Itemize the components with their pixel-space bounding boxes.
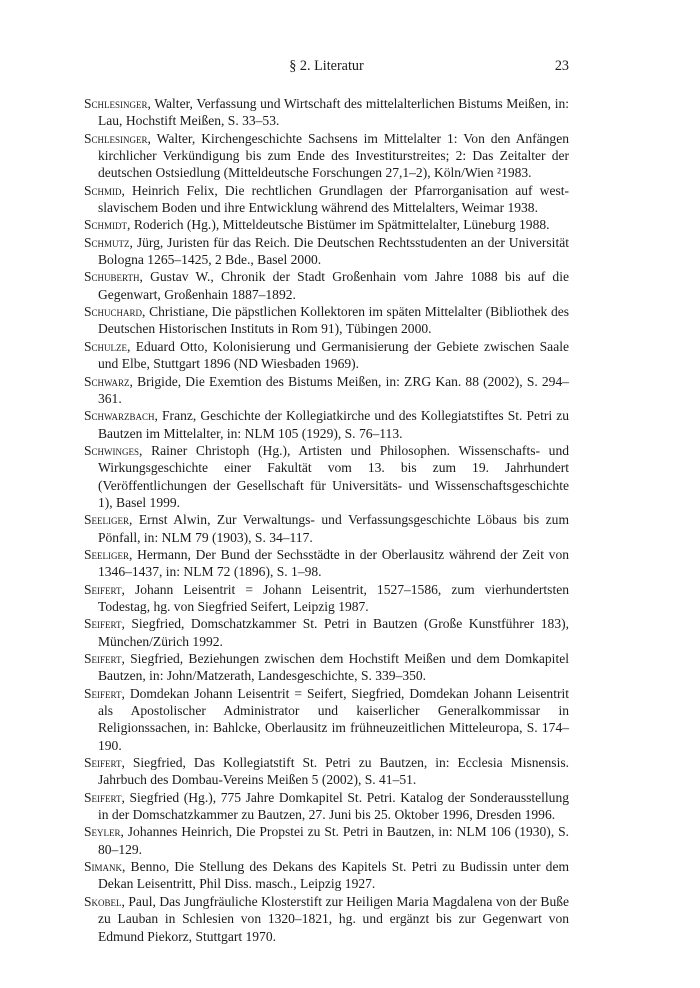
bibliography-entry — [84, 685, 569, 754]
entry-author: Schwarz — [84, 373, 130, 389]
entry-text: , Siegfried (Hg.), 775 Jahre Domkapitel St. Petri. Katalog der Sonderausstellung in der Domschatzkammer zu Bautzen, 27. Juni bis 25. Oktober 1996, Dresden 1996. — [98, 789, 569, 823]
entry-author: Seifert — [84, 651, 122, 666]
entry-author: Schulze — [84, 338, 128, 354]
bibliography-entry — [84, 789, 569, 824]
entry-text: , Eduard Otto, Kolonisierung und Germanisierung der Gebiete zwischen Saale und Elbe, Stuttgart 1896 (ND Wiesbaden 1969). — [98, 338, 569, 372]
entry-author: Schuberth — [84, 269, 140, 285]
entry-text: , Siegfried, Das Kollegiatstift St. Petri zu Bautzen, in: Ecclesia Misnensis. Jahrbuch des Dombau-Vereins Meißen 5 (2002), S. 41–51. — [98, 755, 569, 788]
bibliography-entry — [84, 650, 569, 685]
entry-author: Schmid — [84, 182, 122, 198]
entry-text: , Johannes Heinrich, Die Propstei zu St. Petri in Bautzen, in: NLM 106 (1930), S. 80–129. — [98, 824, 569, 857]
entry-text: , Ernst Alwin, Zur Verwaltungs- und Verfassungsgeschichte Löbaus bis zum Pönfall, in: NLM 79 (1903), S. 34–117. — [98, 512, 569, 545]
bibliography-entry — [84, 268, 569, 303]
bibliography-entry — [84, 858, 569, 893]
entry-author: Schuchard — [84, 304, 143, 320]
bibliography-list — [84, 95, 569, 945]
bibliography-entry — [84, 754, 569, 789]
entry-text: , Siegfried, Beziehungen zwischen dem Hochstift Meißen und dem Domkapitel Bautzen, in: John/Matzerath, Landesgeschichte, S. 339–350. — [98, 651, 569, 684]
entry-text: , Gustav W., Chronik der Stadt Großenhain vom Jahre 1088 bis auf die Gegenwart, Großenhain 1887–1892. — [98, 269, 569, 302]
entry-author: Skobel — [84, 893, 122, 909]
section-title: § 2. Literatur — [289, 58, 364, 74]
bibliography-entry — [84, 442, 569, 511]
entry-author: Seifert — [84, 616, 122, 632]
entry-author: Seifert — [84, 789, 122, 805]
bibliography-entry — [84, 130, 569, 182]
bibliography-entry — [84, 234, 569, 269]
entry-author: Seeliger — [84, 546, 130, 562]
entry-author: Schwinges — [84, 442, 140, 458]
entry-author: Seifert — [84, 755, 122, 771]
entry-author: Seeliger — [84, 512, 130, 528]
entry-text: , Jürg, Juristen für das Reich. Die Deutschen Rechtsstudenten an der Universität Bologna 1265–1425, 2 Bde., Basel 2000. — [98, 234, 569, 268]
entry-text: , Siegfried, Domschatzkammer St. Petri in Bautzen (Große Kunstführer 183), München/Zürich 1992. — [98, 616, 569, 649]
entry-author: Simank — [84, 859, 123, 875]
bibliography-entry — [84, 407, 569, 442]
bibliography-entry — [84, 182, 569, 217]
entry-text: , Brigide, Die Exemtion des Bistums Meißen, in: ZRG Kan. 88 (2002), S. 294–361. — [98, 373, 569, 406]
entry-text: , Roderich (Hg.), Mitteldeutsche Bistümer im Spätmittelalter, Lüneburg 1988. — [127, 217, 550, 233]
bibliography-entry — [84, 303, 569, 338]
entry-text: , Walter, Verfassung und Wirtschaft des mittelalterlichen Bistums Meißen, in: Lau, Hochstift Meißen, S. 33–53. — [98, 96, 569, 129]
entry-text: , Johann Leisentrit = Johann Leisentrit, 1527–1586, zum vierhundertsten Todestag, hg. von Siegfried Seifert, Leipzig 1987. — [98, 581, 569, 614]
entry-author: Schlesinger — [84, 130, 148, 146]
bibliography-entry — [84, 893, 569, 945]
bibliography-entry — [84, 373, 569, 408]
entry-text: , Christiane, Die päpstlichen Kollektoren im späten Mittelalter (Bibliothek des Deutschen Historischen Instituts in Rom 91), Tübingen 2000. — [98, 304, 569, 337]
bibliography-entry — [84, 823, 569, 858]
bibliography-entry — [84, 546, 569, 581]
bibliography-entry — [84, 615, 569, 650]
entry-text: , Paul, Das Jungfräuliche Klosterstift zur Heiligen Maria Magdalena von der Buße zu Lauban in Schlesien von 1320–1821, hg. und ergänzt bis zur Gegenwart von Edmund Piekorz, Stuttgart 1970. — [98, 893, 569, 944]
entry-author: Schwarzbach — [84, 408, 155, 424]
entry-text: , Domdekan Johann Leisentrit = Seifert, Siegfried, Domdekan Johann Leisentrit als Apostolischer Administrator und kaiserlicher Generalkommissar in Religionssachen, in: Bahlcke, Oberlausitz im frühneuzeitlichen Mitteleuropa, S. 174–190. — [98, 685, 569, 753]
entry-text: , Benno, Die Stellung des Dekans des Kapitels St. Petri zu Budissin unter dem Dekan Leisentritt, Phil Diss. masch., Leipzig 1927. — [98, 859, 569, 892]
entry-author: Schlesinger — [84, 96, 148, 111]
entry-text: , Heinrich Felix, Die rechtlichen Grundlagen der Pfarrorganisation auf west-slavischem Boden und ihre Entwicklung während des Mittelalters, Weimar 1938. — [98, 182, 569, 216]
entry-author: Schmidt — [84, 217, 128, 233]
page-number: 23 — [554, 58, 569, 74]
entry-text: , Hermann, Der Bund der Sechsstädte in der Oberlausitz während der Zeit von 1346–1437, in: NLM 72 (1896), S. 1–98. — [98, 546, 569, 580]
book-page — [84, 58, 569, 945]
entry-text: , Franz, Geschichte der Kollegiatkirche und des Kollegiatstiftes St. Petri zu Bautzen im Mittelalter, in: NLM 105 (1929), S. 76–113. — [98, 408, 569, 441]
entry-author: Seifert — [84, 685, 122, 701]
entry-text: , Rainer Christoph (Hg.), Artisten und Philosophen. Wissenschafts- und Wirkungsgeschichte einer Fakultät vom 13. bis zum 19. Jahrhundert (Veröffentlichungen der Gesellschaft für Universitäts- und Wissenschaftsgeschichte 1), Basel 1999. — [98, 442, 569, 510]
entry-author: Seyler — [84, 824, 121, 840]
entry-author: Seifert — [84, 581, 122, 597]
bibliography-entry — [84, 216, 569, 233]
bibliography-entry — [84, 511, 569, 546]
entry-author: Schmutz — [84, 234, 130, 250]
entry-text: , Walter, Kirchengeschichte Sachsens im Mittelalter 1: Von den Anfängen kirchlicher Verkündigung bis zum Ende des Investiturstreites; 2: Das Zeitalter der deutschen Ostsiedlung (Mitteldeutsche Forschungen 27,1–2), Köln/Wien ²1983. — [98, 130, 569, 181]
bibliography-entry — [84, 581, 569, 616]
bibliography-entry — [84, 338, 569, 373]
bibliography-entry — [84, 95, 569, 130]
running-head — [84, 58, 569, 80]
